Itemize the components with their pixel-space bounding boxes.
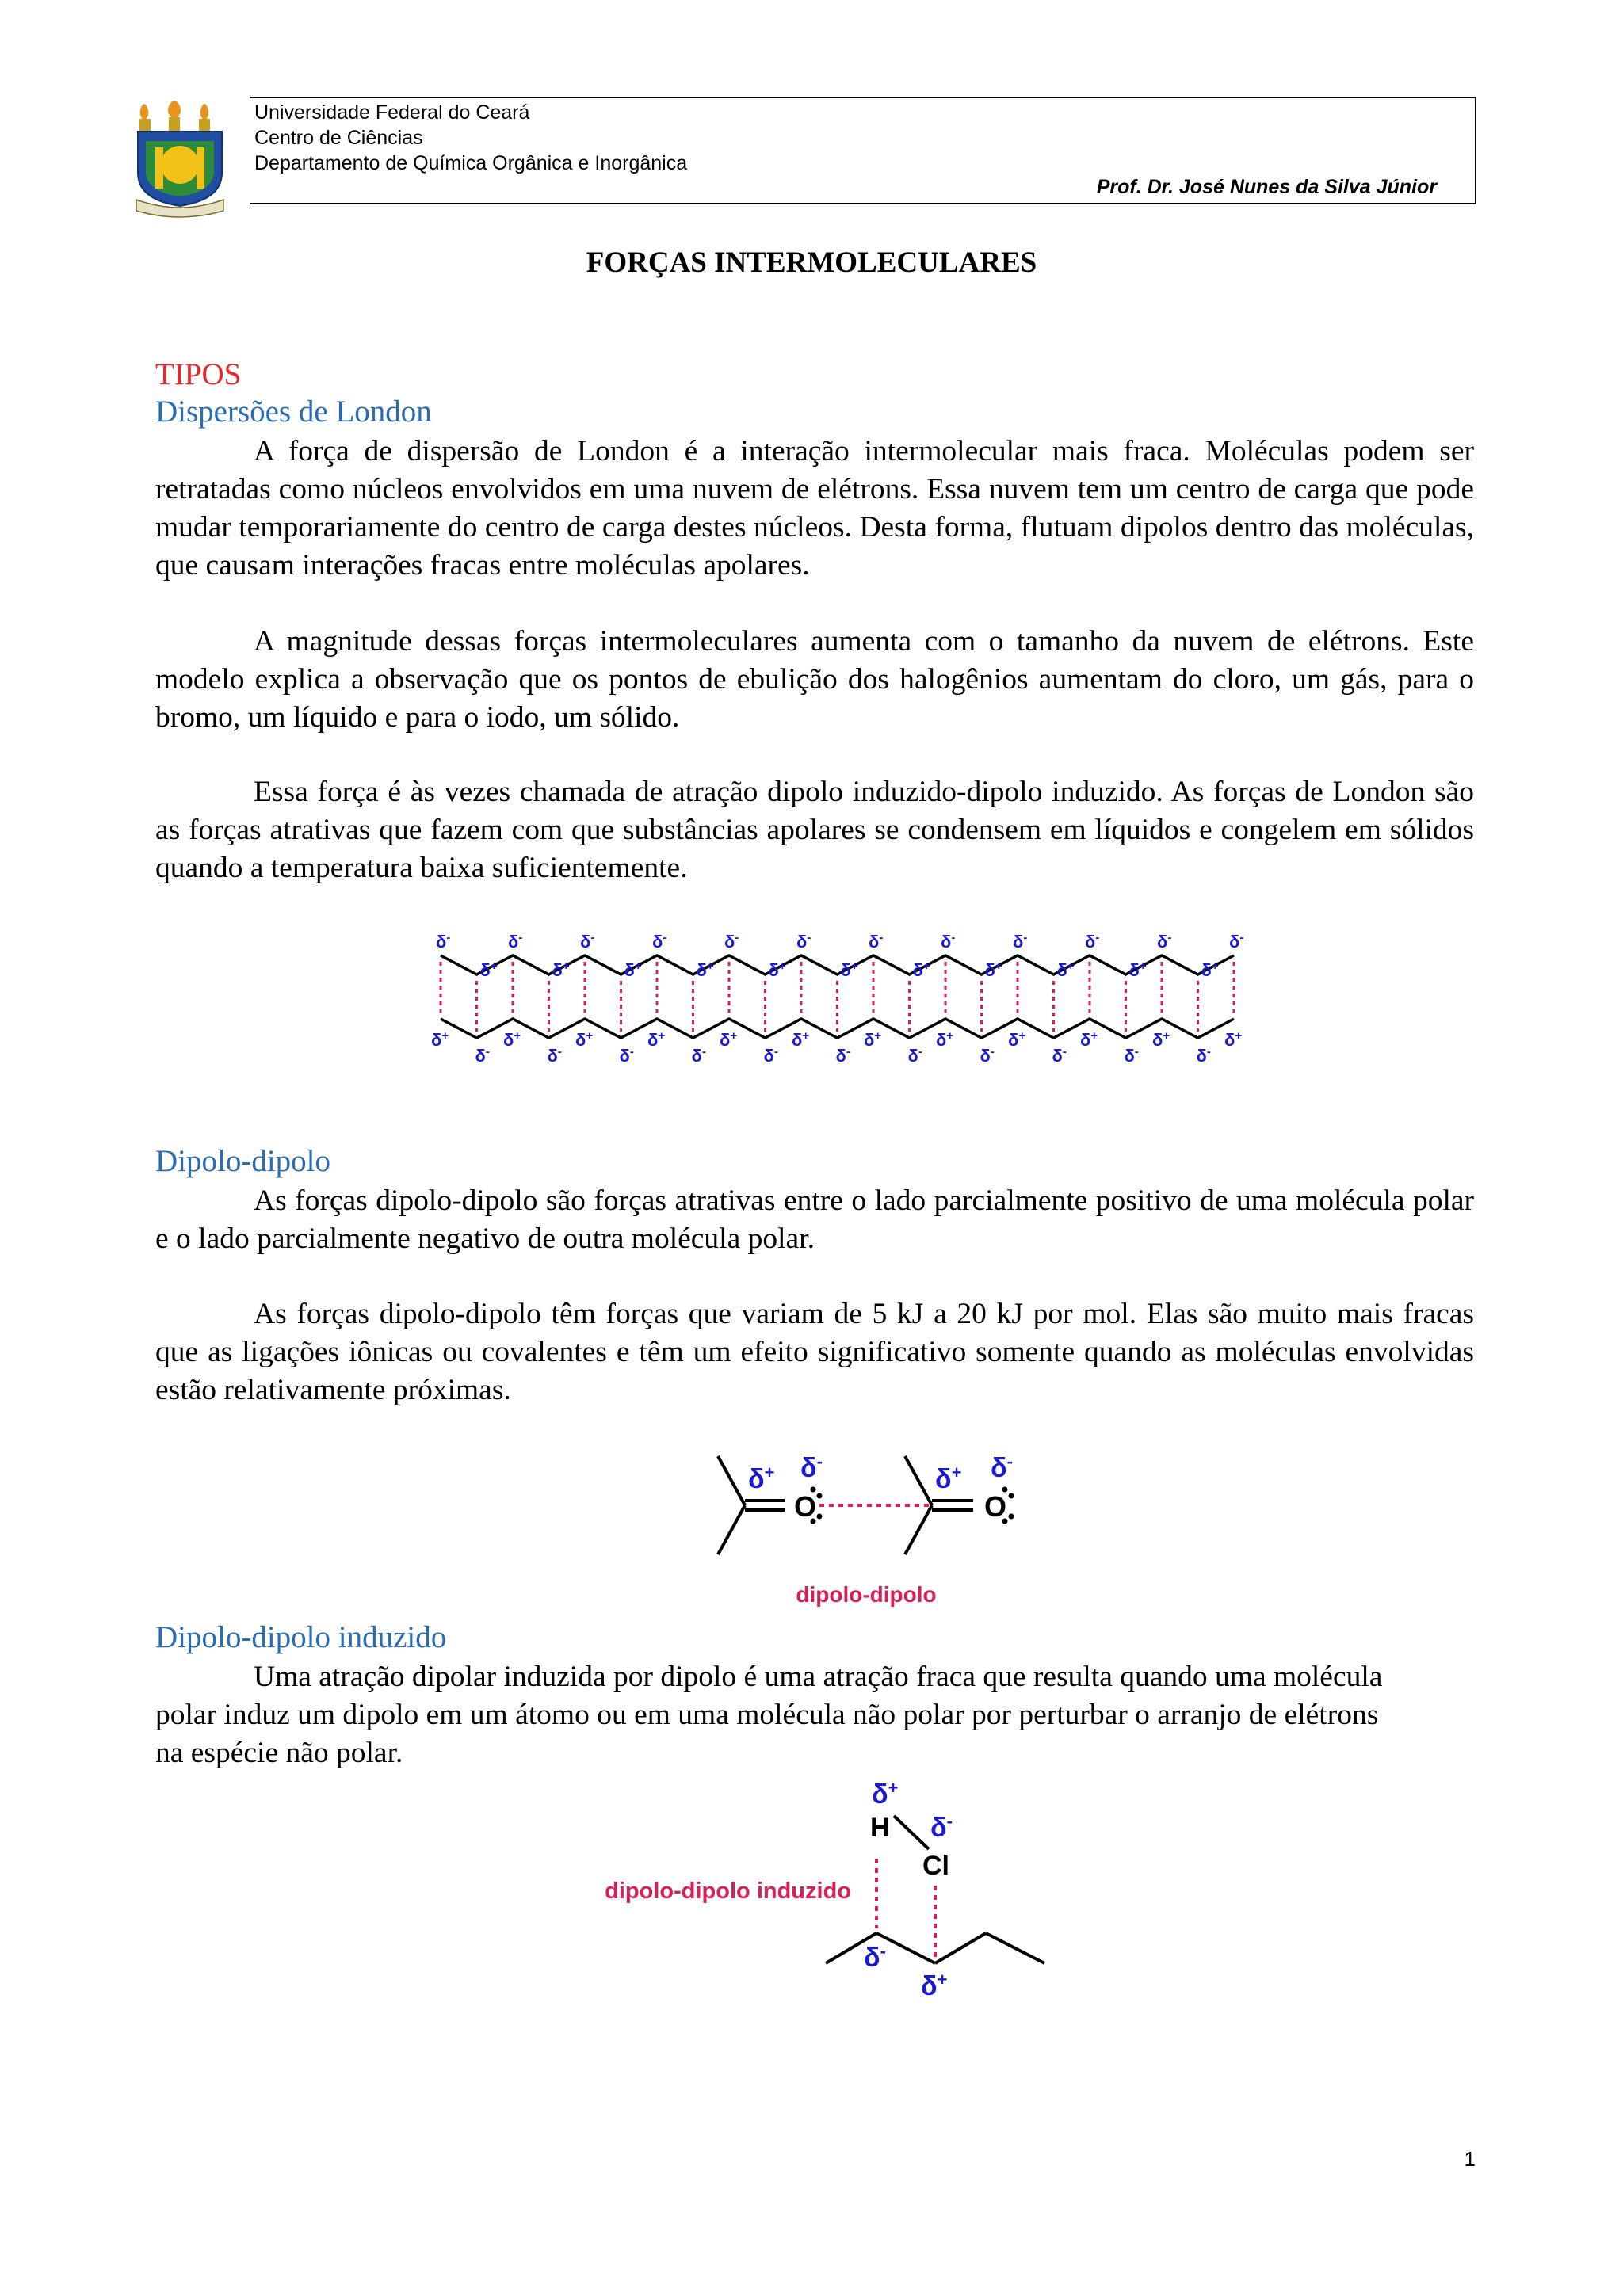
partial-charge-label: δ- [436,931,451,952]
partial-charge-label: δ+ [575,1029,594,1050]
dipolo-figure-label: dipolo-dipolo [796,1582,937,1607]
atom-o-right: O [984,1490,1007,1523]
header-center: Centro de Ciências [254,127,423,149]
svg-text:δ+: δ+ [748,1463,775,1494]
partial-charge-label: δ- [835,1045,850,1066]
partial-charge-label: δ- [907,1045,922,1066]
page-number: 1 [1464,2147,1476,2171]
dipolo-induzido-figure [571,1775,1062,2012]
section-heading-dipolo: Dipolo-dipolo [155,1144,330,1178]
dipolo-dipolo-figure [697,1442,1030,1616]
header-university: Universidade Federal do Ceará [254,101,530,124]
partial-charge-label: δ+ [647,1029,666,1050]
paragraph-london-3: Essa força é às vezes chamada de atração dipolo induzido-dipolo induzido. As forças de London são as forças atrativas que fazem com que substâncias apolares se condensem em líquidos e congelem em sólidos quando a temperatura baixa suficientemente. [155,776,1474,884]
partial-charge-label: δ+ [984,959,1002,980]
partial-charge-label: δ- [1229,931,1244,952]
partial-charge-label: δ- [547,1045,562,1066]
partial-charge-label: δ+ [1152,1029,1170,1050]
partial-charge-label: δ+ [936,1029,954,1050]
partial-charge-label: δ- [1196,1045,1211,1066]
partial-charge-label: δ- [1052,1045,1067,1066]
partial-charge-label: δ- [580,931,595,952]
partial-charge-label: δ+ [1056,959,1075,980]
partial-charge-label: δ- [1157,931,1172,952]
partial-charge-label: δ- [724,931,739,952]
partial-charge-label: δ+ [1080,1029,1098,1050]
svg-text:δ+: δ+ [872,1778,899,1810]
section-heading-london: Dispersões de London [155,395,432,429]
header-professor: Prof. Dr. José Nunes da Silva Júnior [1096,176,1437,198]
partial-charge-label: δ- [763,1045,778,1066]
svg-text:δ+: δ+ [935,1463,962,1494]
svg-text:δ-: δ- [991,1451,1013,1483]
partial-charge-label: δ+ [1201,959,1219,980]
partial-charge-label: δ+ [552,959,570,980]
partial-charge-label: δ- [652,931,667,952]
paragraph-induzido-1: Uma atração dipolar induzida por dipolo é uma atração fraca que resulta quando uma molécula polar induz um dipolo em um átomo ou em uma molécula não polar por perturbar o arranjo de elétrons na espécie não polar. [155,1661,1383,1769]
atom-o-left: O [794,1490,817,1523]
paragraph-london-2: A magnitude dessas forças intermoleculares aumenta com o tamanho da nuvem de elétrons. Este modelo explica a observação que os pontos de ebulição dos halogênios aumentam do cloro, um gás, para o bromo, um líquido e para o iodo, um sólido. [155,625,1474,734]
section-heading-induzido: Dipolo-dipolo induzido [155,1620,447,1654]
atom-cl: Cl [922,1851,949,1881]
partial-charge-label: δ- [869,931,884,952]
partial-charge-label: δ- [796,931,812,952]
partial-charge-label: δ- [475,1045,490,1066]
partial-charge-label: δ+ [431,1029,449,1050]
partial-charge-label: δ- [619,1045,634,1066]
partial-charge-label: δ- [1124,1045,1139,1066]
partial-charge-label: δ- [508,931,523,952]
svg-text:δ-: δ- [930,1811,953,1843]
paragraph-dipolo-1: As forças dipolo-dipolo são forças atrativas entre o lado parcialmente positivo de uma molécula polar e o lado parcialmente negativo de outra molécula polar. [155,1184,1474,1255]
partial-charge-label: δ- [691,1045,706,1066]
partial-charge-label: δ+ [792,1029,810,1050]
svg-text:δ-: δ- [800,1451,823,1483]
partial-charge-label: δ+ [624,959,642,980]
partial-charge-label: δ+ [864,1029,882,1050]
paragraph-dipolo-2: As forças dipolo-dipolo têm forças que variam de 5 kJ a 20 kJ por mol. Elas são muito mais fracas que as ligações iônicas ou covalentes e têm um efeito significativo somente quando as moléculas envolvidas estão relativamente próximas. [155,1298,1474,1406]
partial-charge-label: δ+ [479,959,498,980]
partial-charge-label: δ+ [1008,1029,1026,1050]
partial-charge-label: δ+ [1224,1029,1243,1050]
paragraph-london-1: A força de dispersão de London é a interação intermolecular mais fraca. Moléculas podem ser retratadas como núcleos envolvidos em uma nuvem de elétrons. Essa nuvem tem um centro de carga que pode mudar temporariamente do centro de carga destes núcleos. Desta forma, flutuam dipolos dentro das moléculas, que causam interações fracas entre moléculas apolares. [155,435,1474,582]
svg-text:δ-: δ- [864,1941,886,1973]
university-logo [135,100,225,219]
svg-text:δ+: δ+ [921,1970,948,2001]
partial-charge-label: δ+ [912,959,930,980]
induzido-figure-label: dipolo-dipolo induzido [605,1878,851,1904]
page-title: FORÇAS INTERMOLECULARES [586,246,1037,279]
partial-charge-label: δ- [980,1045,995,1066]
section-heading-tipos: TIPOS [155,357,242,391]
partial-charge-label: δ- [1085,931,1100,952]
partial-charge-label: δ+ [768,959,786,980]
partial-charge-label: δ- [941,931,956,952]
partial-charge-label: δ+ [503,1029,521,1050]
header-department: Departamento de Química Orgânica e Inorgânica [254,152,688,174]
atom-h: H [870,1813,890,1843]
partial-charge-label: δ+ [1128,959,1147,980]
partial-charge-label: δ+ [840,959,858,980]
partial-charge-label: δ+ [696,959,714,980]
partial-charge-label: δ+ [720,1029,738,1050]
partial-charge-label: δ- [1013,931,1028,952]
london-dispersion-figure [412,919,1244,1070]
